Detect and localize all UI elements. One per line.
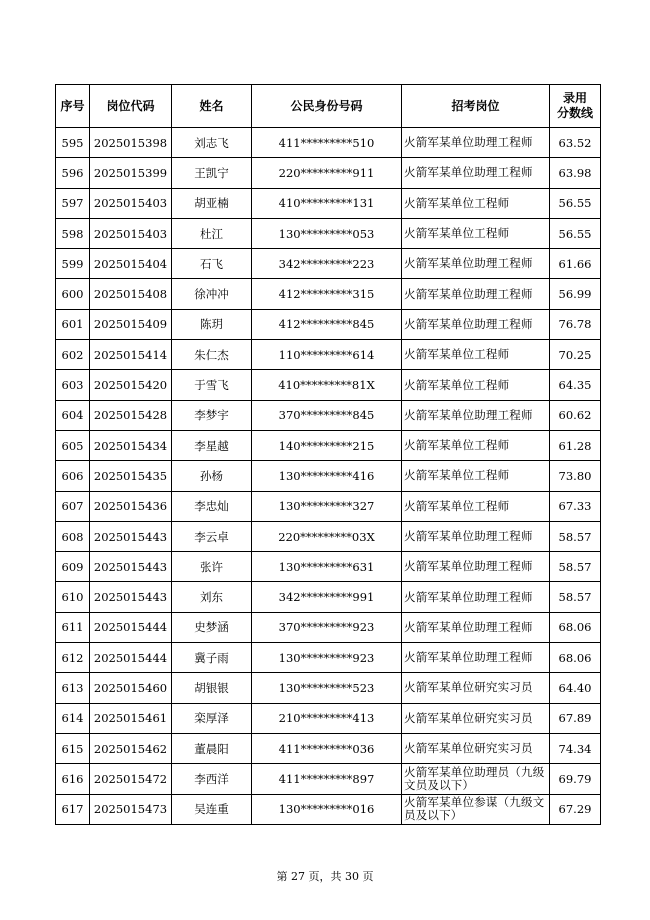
cell-score: 56.99 [550,279,601,309]
cell-id-number: 370*********923 [252,612,402,642]
cell-seq: 598 [56,218,90,248]
table-header [56,85,601,128]
cell-seq: 617 [56,794,90,824]
cell-name: 胡银银 [172,673,252,703]
table-row [56,430,601,460]
cell-id-number: 130*********327 [252,491,402,521]
cell-seq: 607 [56,491,90,521]
cell-id-number: 342*********223 [252,249,402,279]
cell-seq: 605 [56,430,90,460]
cell-post: 火箭军某单位助理工程师 [402,612,550,642]
cell-name: 张许 [172,552,252,582]
cell-post-code: 2025015434 [90,430,172,460]
table-row [56,643,601,673]
table-row [56,703,601,733]
table-row [56,128,601,158]
cell-post: 火箭军某单位工程师 [402,188,550,218]
cell-post: 火箭军某单位研究实习员 [402,733,550,763]
cell-seq: 597 [56,188,90,218]
cell-score: 76.78 [550,309,601,339]
table-row [56,612,601,642]
cell-score: 61.28 [550,430,601,460]
cell-name: 刘志飞 [172,128,252,158]
table-row [56,491,601,521]
cell-post: 火箭军某单位工程师 [402,218,550,248]
cell-post-code: 2025015460 [90,673,172,703]
cell-seq: 609 [56,552,90,582]
cell-seq: 611 [56,612,90,642]
cell-post-code: 2025015443 [90,582,172,612]
cell-score: 73.80 [550,461,601,491]
cell-name: 徐冲冲 [172,279,252,309]
cell-score: 64.40 [550,673,601,703]
cell-post: 火箭军某单位助理工程师 [402,158,550,188]
page-footer: 第 27 页，共 30 页 [276,870,374,883]
table-row [56,733,601,763]
table-row [56,764,601,794]
cell-post-code: 2025015436 [90,491,172,521]
table-row [56,370,601,400]
cell-post-code: 2025015444 [90,643,172,673]
cell-id-number: 411*********897 [252,764,402,794]
cell-post-code: 2025015408 [90,279,172,309]
cell-post: 火箭军某单位研究实习员 [402,673,550,703]
cell-seq: 606 [56,461,90,491]
cell-score: 68.06 [550,612,601,642]
cell-score: 58.57 [550,582,601,612]
cell-score: 63.98 [550,158,601,188]
cell-score: 56.55 [550,218,601,248]
cell-seq: 603 [56,370,90,400]
cell-id-number: 130*********053 [252,218,402,248]
cell-post-code: 2025015472 [90,764,172,794]
cell-post: 火箭军某单位助理工程师 [402,249,550,279]
cell-name: 杜江 [172,218,252,248]
cell-name: 史梦涵 [172,612,252,642]
cell-post: 火箭军某单位工程师 [402,430,550,460]
cell-name: 栾厚泽 [172,703,252,733]
table-row [56,552,601,582]
cell-id-number: 412*********845 [252,309,402,339]
table-row [56,279,601,309]
cell-id-number: 411*********036 [252,733,402,763]
cell-seq: 614 [56,703,90,733]
cell-seq: 615 [56,733,90,763]
cell-post-code: 2025015462 [90,733,172,763]
cell-id-number: 412*********315 [252,279,402,309]
cell-post-code: 2025015399 [90,158,172,188]
cell-id-number: 410*********81X [252,370,402,400]
header-seq: 序号 [56,85,90,128]
header-score-line1: 录用 [562,91,587,105]
table-row [56,794,601,824]
cell-seq: 599 [56,249,90,279]
cell-name: 董晨阳 [172,733,252,763]
cell-score: 67.29 [550,794,601,824]
cell-seq: 600 [56,279,90,309]
cell-name: 李忠灿 [172,491,252,521]
cell-post: 火箭军某单位助理员（九级文员及以下） [402,764,550,794]
table-row [56,461,601,491]
cell-post-code: 2025015461 [90,703,172,733]
cell-id-number: 130*********016 [252,794,402,824]
cell-post: 火箭军某单位助理工程师 [402,643,550,673]
cell-name: 胡亚楠 [172,188,252,218]
cell-post-code: 2025015420 [90,370,172,400]
cell-seq: 613 [56,673,90,703]
table-row [56,218,601,248]
cell-seq: 608 [56,521,90,551]
cell-post: 火箭军某单位工程师 [402,370,550,400]
cell-score: 61.66 [550,249,601,279]
cell-name: 石飞 [172,249,252,279]
recruitment-table [55,84,601,825]
cell-id-number: 220*********911 [252,158,402,188]
cell-id-number: 220*********03X [252,521,402,551]
cell-seq: 602 [56,340,90,370]
header-id-number: 公民身份号码 [252,85,402,128]
table-row [56,340,601,370]
cell-score: 63.52 [550,128,601,158]
cell-score: 67.33 [550,491,601,521]
cell-score: 67.89 [550,703,601,733]
cell-seq: 596 [56,158,90,188]
cell-id-number: 130*********631 [252,552,402,582]
cell-name: 刘东 [172,582,252,612]
table-row [56,521,601,551]
cell-name: 冀子雨 [172,643,252,673]
header-row [56,85,601,128]
cell-score: 56.55 [550,188,601,218]
header-post: 招考岗位 [402,85,550,128]
cell-name: 陈玥 [172,309,252,339]
cell-score: 68.06 [550,643,601,673]
cell-seq: 595 [56,128,90,158]
cell-name: 王凯宁 [172,158,252,188]
cell-post-code: 2025015444 [90,612,172,642]
cell-seq: 610 [56,582,90,612]
cell-post-code: 2025015443 [90,552,172,582]
cell-post-code: 2025015403 [90,218,172,248]
cell-post-code: 2025015473 [90,794,172,824]
cell-name: 李梦宇 [172,400,252,430]
table-row [56,188,601,218]
cell-post: 火箭军某单位工程师 [402,491,550,521]
cell-post-code: 2025015443 [90,521,172,551]
table-row [56,158,601,188]
cell-name: 朱仁杰 [172,340,252,370]
cell-post: 火箭军某单位研究实习员 [402,703,550,733]
table-body [56,128,601,825]
header-score [550,85,601,128]
cell-id-number: 342*********991 [252,582,402,612]
table-row [56,309,601,339]
table-row [56,582,601,612]
cell-post-code: 2025015414 [90,340,172,370]
cell-post: 火箭军某单位助理工程师 [402,128,550,158]
cell-seq: 604 [56,400,90,430]
cell-id-number: 130*********923 [252,643,402,673]
cell-post-code: 2025015404 [90,249,172,279]
cell-post-code: 2025015398 [90,128,172,158]
cell-id-number: 130*********523 [252,673,402,703]
cell-score: 58.57 [550,552,601,582]
cell-post-code: 2025015403 [90,188,172,218]
header-post-code: 岗位代码 [90,85,172,128]
table-row [56,400,601,430]
cell-score: 64.35 [550,370,601,400]
cell-name: 孙杨 [172,461,252,491]
cell-id-number: 210*********413 [252,703,402,733]
cell-score: 60.62 [550,400,601,430]
header-name: 姓名 [172,85,252,128]
cell-name: 李西洋 [172,764,252,794]
cell-post: 火箭军某单位助理工程师 [402,552,550,582]
cell-post: 火箭军某单位工程师 [402,461,550,491]
cell-name: 吴连重 [172,794,252,824]
table-row [56,249,601,279]
cell-id-number: 410*********131 [252,188,402,218]
cell-score: 70.25 [550,340,601,370]
cell-post: 火箭军某单位助理工程师 [402,279,550,309]
cell-post-code: 2025015428 [90,400,172,430]
header-score-line2: 分数线 [556,106,593,120]
cell-post: 火箭军某单位助理工程师 [402,309,550,339]
cell-post: 火箭军某单位参谋（九级文员及以下） [402,794,550,824]
cell-score: 74.34 [550,733,601,763]
cell-seq: 612 [56,643,90,673]
cell-id-number: 130*********416 [252,461,402,491]
cell-post: 火箭军某单位助理工程师 [402,400,550,430]
cell-score: 58.57 [550,521,601,551]
cell-id-number: 411*********510 [252,128,402,158]
cell-name: 于雪飞 [172,370,252,400]
cell-name: 李星越 [172,430,252,460]
cell-id-number: 140*********215 [252,430,402,460]
cell-id-number: 370*********845 [252,400,402,430]
cell-seq: 601 [56,309,90,339]
cell-id-number: 110*********614 [252,340,402,370]
cell-seq: 616 [56,764,90,794]
cell-score: 69.79 [550,764,601,794]
cell-name: 李云卓 [172,521,252,551]
cell-post-code: 2025015435 [90,461,172,491]
cell-post: 火箭军某单位工程师 [402,340,550,370]
table-row [56,673,601,703]
cell-post: 火箭军某单位助理工程师 [402,582,550,612]
cell-post-code: 2025015409 [90,309,172,339]
cell-post: 火箭军某单位助理工程师 [402,521,550,551]
